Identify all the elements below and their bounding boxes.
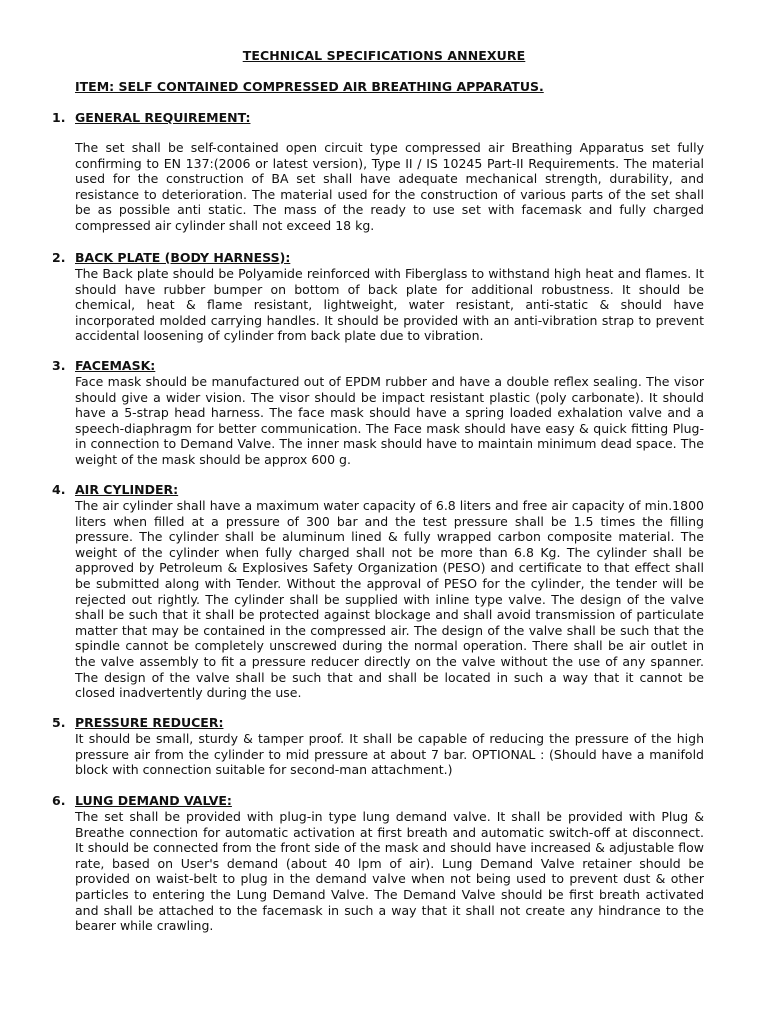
section-heading [52,250,704,266]
section-number: 4. [52,482,66,497]
section-heading [52,358,704,374]
section-number: 6. [52,793,66,808]
section-body: It should be small, sturdy & tamper proof. It shall be capable of reducing the pressure of the high pressure air from the cylinder to mid pressure at about 7 bar. OPTIONAL : (Should have a manifold block with connection suitable for second-man attachment.) [75,731,704,778]
section-number: 5. [52,715,66,730]
section-body: The set shall be self-contained open circuit type compressed air Breathing Apparatus set fully confirming to EN 137:(2006 or latest version), Type II / IS 10245 Part-II Requirements. The material used for the construction of BA set shall have adequate mechanical strength, durability, and resistance to deterioration. The material used for the construction of various parts of the set shall be as possible anti static. The mass of the ready to use set with facemask and fully charged compressed air cylinder shall not exceed 18 kg. [75,140,704,233]
section-title: FACEMASK: [75,358,156,373]
section-back-plate [52,250,704,344]
section-heading [52,482,704,498]
section-body: Face mask should be manufactured out of EPDM rubber and have a double reflex sealing. The visor should give a wider vision. The visor should be impact resistant plastic (poly carbonate). It should have a 5-strap head harness. The face mask should have a spring loaded exhalation valve and a speech-diaphragm for better communication. The Face mask should have easy & quick fitting Plug-in connection to Demand Valve. The inner mask should have to maintain minimum dead space. The weight of the mask should be approx 600 g. [75,374,704,467]
section-lung-demand-valve [52,793,704,934]
section-title: BACK PLATE (BODY HARNESS): [75,250,291,265]
document-title: TECHNICAL SPECIFICATIONS ANNEXURE [242,48,526,63]
section-body: The set shall be provided with plug-in type lung demand valve. It shall be provided with Plug & Breathe connection for automatic activation at first breath and automatic switch-off at disconnect. It should be connected from the front side of the mask and should have increased & adjustable flow rate, based on User's demand (about 40 lpm of air). Lung Demand Valve retainer should be provided on waist-belt to plug in the demand valve when not being used to prevent dust & other particles to entering the Lung Demand Valve. The Demand Valve should be first breath activated and shall be attached to the facemask in such a way that it shall not create any hindrance to the bearer while crawling. [75,809,704,934]
section-general-requirement [52,110,704,234]
section-title: GENERAL REQUIREMENT: [75,110,251,125]
section-air-cylinder [52,482,704,701]
section-facemask [52,358,704,468]
section-heading [52,793,704,809]
section-body: The Back plate should be Polyamide reinforced with Fiberglass to withstand high heat and flames. It should have rubber bumper on bottom of back plate for additional robustness. It should be chemical, heat & flame resistant, lightweight, water resistant, anti-static & should have incorporated molded carrying handles. It should be provided with an anti-vibration strap to prevent accidental loosening of cylinder from back plate due to vibration. [75,266,704,344]
item-heading: ITEM: SELF CONTAINED COMPRESSED AIR BREATHING APPARATUS. [75,79,544,94]
section-number: 3. [52,358,66,373]
section-title: AIR CYLINDER: [75,482,179,497]
section-title: LUNG DEMAND VALVE: [75,793,232,808]
section-pressure-reducer [52,715,704,778]
section-heading [52,110,704,126]
section-body: The air cylinder shall have a maximum water capacity of 6.8 liters and free air capacity of min.1800 liters when filled at a pressure of 300 bar and the test pressure shall be 1.5 times the filling pressure. The cylinder shall be aluminum lined & fully wrapped carbon composite material. The weight of the cylinder when fully charged shall not be more than 6.8 Kg. The cylinder shall be approved by Petroleum & Explosives Safety Organization (PESO) and certificate to that effect shall be submitted along with Tender. Without the approval of PESO for the cylinder, the tender will be rejected out rightly. The cylinder shall be supplied with inline type valve. The design of the valve shall be such that it shall be protected against blockage and shall avoid transmission of particulate matter that may be contained in the compressed air. The design of the valve shall be such that the spindle cannot be completely unscrewed during the normal operation. There shall be air outlet in the valve assembly to fit a pressure reducer directly on the valve without the use of any spanner. The design of the valve shall be such that and shall be located in such a way that it cannot be closed inadvertently during the use. [75,498,704,701]
section-title: PRESSURE REDUCER: [75,715,224,730]
section-number: 2. [52,250,66,265]
section-heading [52,715,704,731]
section-number: 1. [52,110,66,125]
